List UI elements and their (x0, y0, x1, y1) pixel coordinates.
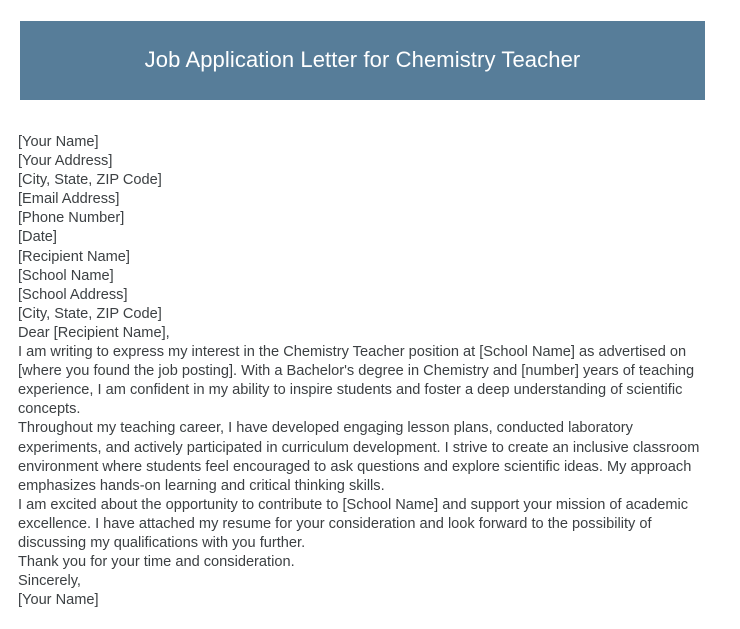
salutation-line: Dear [Recipient Name], (18, 324, 170, 341)
body-paragraph-1: I am writing to express my interest in the Chemistry Teacher position at [School Name] as advertised on [where you found the job posting]. With a Bachelor's degree in Chemistry and [number] years of teaching experience, I am confident in my ability to inspire students and foster a deep understanding of scientific concepts. (18, 344, 695, 418)
body-paragraph-3: I am excited about the opportunity to contribute to [School Name] and support your mission of academic excellence. I have attached my resume for your consideration and look forward to the possibility of discussing my qualifications with you further. (18, 496, 689, 551)
recipient-city-line: [City, State, ZIP Code] (18, 305, 162, 322)
letter-header-banner (20, 21, 705, 100)
body-paragraph-2: Throughout my teaching career, I have developed engaging lesson plans, conducted laboratory experiments, and actively participated in curriculum development. I strive to create an inclusive classroom environment where students feel encouraged to ask questions and explore scientific ideas. My approach emphasizes hands-on learning and critical thinking skills. (18, 420, 700, 494)
date-line: [Date] (18, 229, 57, 246)
letter-body (18, 133, 720, 610)
sender-name-line: [Your Name] (18, 134, 99, 150)
sender-address-line: [Your Address] (18, 153, 113, 170)
recipient-address-line: [School Address] (18, 286, 128, 303)
recipient-school-line: [School Name] (18, 267, 114, 284)
sender-email-line: [Email Address] (18, 191, 120, 208)
sender-phone-line: [Phone Number] (18, 210, 125, 227)
thanks-line: Thank you for your time and consideration. (18, 554, 295, 571)
closing-line: Sincerely, (18, 573, 81, 590)
page-title: Job Application Letter for Chemistry Teacher (144, 47, 581, 73)
signature-line: [Your Name] (18, 592, 99, 609)
sender-city-line: [City, State, ZIP Code] (18, 172, 162, 189)
recipient-name-line: [Recipient Name] (18, 248, 130, 265)
